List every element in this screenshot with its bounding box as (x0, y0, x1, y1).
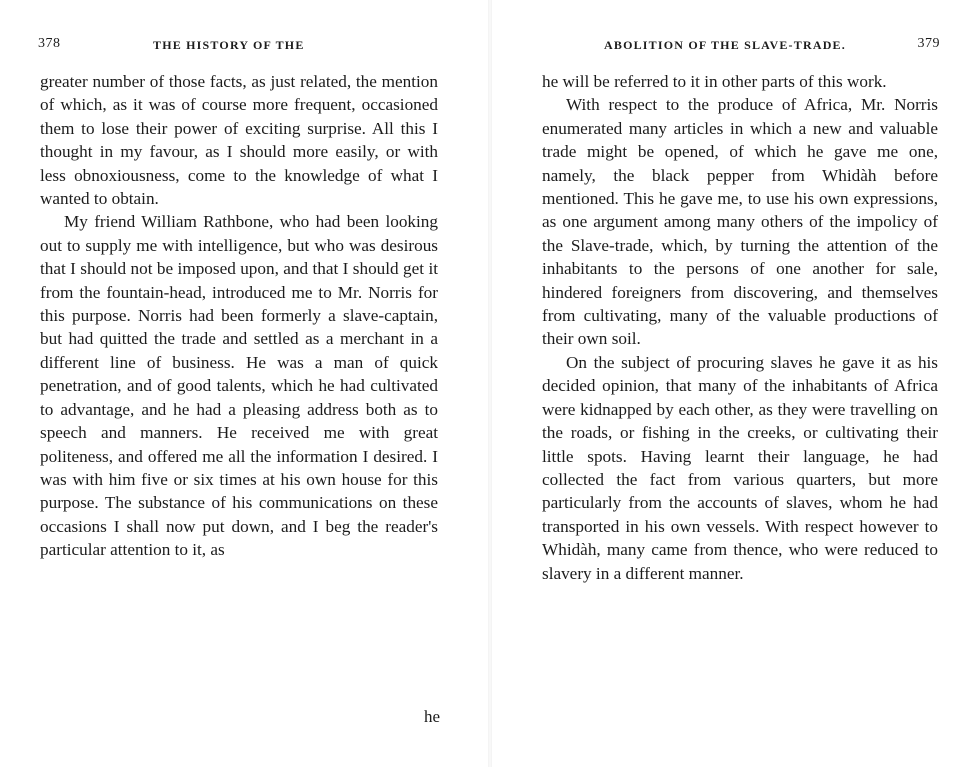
right-paragraph-1: he will be referred to it in other parts of this work. (542, 72, 887, 91)
left-paragraph-2: My friend William Rathbone, who had been looking out to supply me with intelligence, but who was desirous that I should not be imposed upon, and that I should get it from the fountain-head, introduced me to Mr. Norris for this purpose. Norris had been formerly a slave-captain, but had quitted the trade and settled as a merchant in a different line of business. He was a man of quick penetration, and of good talents, which he had cultivated to advantage, and he had a pleasing address both as to speech and manners. He received me with great politeness, and offered me all the information I desired. I was with him five or six times at his own house for this purpose. The substance of his communications on these occasions I shall now put down, and I beg the reader's particular attention to it, as (40, 212, 438, 560)
right-paragraph-2: With respect to the produce of Africa, Mr. Norris enumerated many articles in which a new and valuable trade might be opened, of which he gave me one, namely, the black pepper from Whidàh before mentioned. This he gave me, to use his own expressions, as one argument among many others of the impolicy of the Slave-trade, which, by turning the attention of the inhabitants to the persons of one another for sale, hindered foreigners from discovering, and themselves from cultivating, many of the valuable productions of their own soil. (542, 95, 938, 349)
right-running-head: ABOLITION OF THE SLAVE-TRADE. (604, 38, 846, 52)
right-page (490, 0, 980, 767)
right-page-text (542, 70, 938, 585)
catchword: he (424, 707, 441, 726)
left-page-number: 378 (38, 36, 61, 51)
left-paragraph-1: greater number of those facts, as just related, the mention of which, as it was of course more frequent, occasioned them to lose their power of exciting surprise. All this I thought in my favour, as I should more easily, or with less obnoxiousness, come to the knowledge of what I wanted to obtain. (40, 72, 438, 209)
left-page-text (40, 70, 438, 562)
right-paragraph-3: On the subject of procuring slaves he gave it as his decided opinion, that many of the inhabitants of Africa were kidnapped by each other, as they were travelling on the roads, or fishing in the creeks, or cultivating their little spots. Having learnt their language, he had collected the fact from various quarters, but more particularly from the accounts of slaves, whom he had transported in his own vessels. With respect however to Whidàh, many came from thence, who were reduced to slavery in a different manner. (542, 352, 938, 583)
right-page-number: 379 (917, 36, 940, 51)
left-running-head: THE HISTORY OF THE (153, 38, 305, 52)
